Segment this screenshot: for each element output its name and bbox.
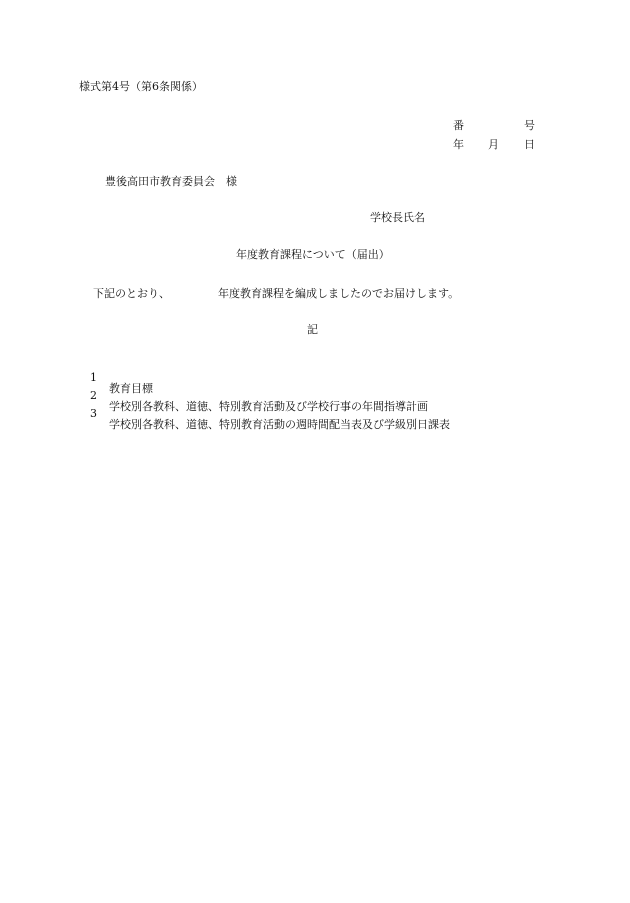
- date-day-label: 日: [524, 138, 535, 151]
- date-year-label: 年: [453, 138, 464, 151]
- body-text-part1: 下記のとおり、: [93, 287, 170, 300]
- addressee: 豊後高田市教育委員会 様: [105, 175, 237, 188]
- list-item-number: 3: [90, 407, 97, 420]
- list-item-text: 教育目標: [109, 382, 153, 395]
- list-item-text: 学校別各教科、道徳、特別教育活動及び学校行事の年間指導計画: [109, 400, 428, 413]
- form-number: 様式第4号（第6条関係）: [79, 80, 203, 93]
- list-item-number: 2: [90, 389, 97, 402]
- number-label-go: 号: [524, 119, 535, 132]
- date-month-label: 月: [488, 138, 499, 151]
- document-title: 年度教育課程について（届出）: [236, 248, 390, 261]
- list-item-number: 1: [90, 371, 97, 384]
- list-item-text: 学校別各教科、道徳、特別教育活動の週時間配当表及び学級別日課表: [109, 418, 450, 431]
- ki-heading: 記: [307, 323, 318, 336]
- item-list: [90, 361, 450, 431]
- number-label-ban: 番: [453, 119, 464, 132]
- body-text-part2: 年度教育課程を編成しましたのでお届けします。: [218, 287, 460, 300]
- principal-name-label: 学校長氏名: [370, 211, 425, 224]
